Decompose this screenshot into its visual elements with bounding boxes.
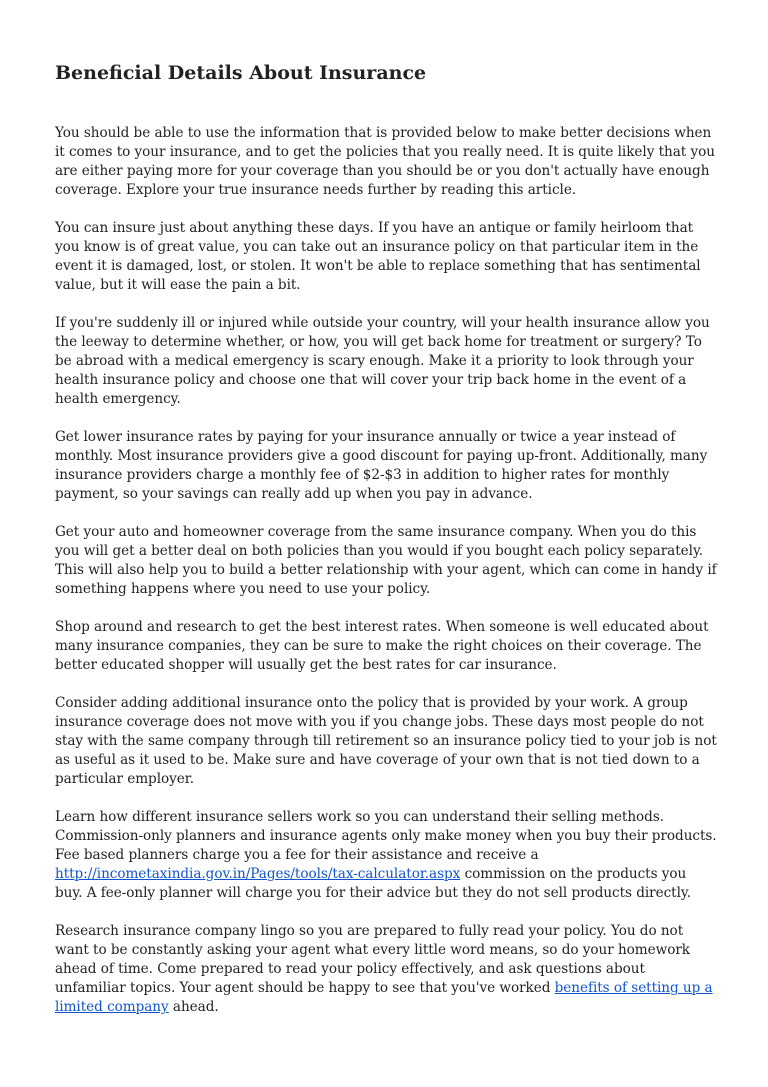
paragraph-5: Get your auto and homeowner coverage from the same insurance company. When you do this you will get a better deal on both policies than you would if you bought each policy separately. This will also help you to build a better relationship with your agent, which can come in handy if something happens where you need to use your policy. [55, 524, 717, 597]
tax-calculator-link[interactable]: http://incometaxindia.gov.in/Pages/tools/tax-calculator.aspx [55, 866, 461, 882]
paragraph-8-text-before: Learn how different insurance sellers work so you can understand their selling methods. Commission-only planners and insurance agents only make money when you buy their products. Fee based planners charge you a fee for their assistance and receive a [55, 809, 717, 863]
paragraph-6: Shop around and research to get the best interest rates. When someone is well educated about many insurance companies, they can be sure to make the right choices on their coverage. The better educated shopper will usually get the best rates for car insurance. [55, 619, 709, 673]
paragraph-3: If you're suddenly ill or injured while outside your country, will your health insurance allow you the leeway to determine whether, or how, you will get back home for treatment or surgery? To be abroad with a medical emergency is scary enough. Make it a priority to look through your health insurance policy and choose one that will cover your trip back home in the event of a health emergency. [55, 315, 710, 407]
document-page [55, 58, 717, 1036]
paragraph-9 [55, 922, 717, 1017]
document-title: Beneficial Details About Insurance [55, 62, 427, 84]
paragraph-7: Consider adding additional insurance onto the policy that is provided by your work. A group insurance coverage does not move with you if you change jobs. These days most people do not stay with the same company through till retirement so an insurance policy tied to your job is not as useful as it used to be. Make sure and have coverage of your own that is not tied down to a particular employer. [55, 695, 717, 787]
paragraph-9-text-before: Research insurance company lingo so you are prepared to fully read your policy. You do not want to be constantly asking your agent what every little word means, so do your homework ahead of time. Come prepared to read your policy effectively, and ask questions about unfamiliar topics. Your agent should be happy to see that you've worked [55, 923, 690, 996]
paragraph-1: You should be able to use the information that is provided below to make better decisions when it comes to your insurance, and to get the policies that you really need. It is quite likely that you are either paying more for your coverage than you should be or you don't actually have enough coverage. Explore your true insurance needs further by reading this article. [55, 125, 715, 198]
paragraph-8-text-after: commission on the products you buy. A fee-only planner will charge you for their advice but they do not sell products directly. [55, 866, 691, 901]
paragraph-8 [55, 808, 717, 903]
paragraph-2: You can insure just about anything these days. If you have an antique or family heirloom that you know is of great value, you can take out an insurance policy on that particular item in the event it is damaged, lost, or stolen. It won't be able to replace something that has sentimental value, but it will ease the pain a bit. [55, 220, 701, 293]
paragraph-4: Get lower insurance rates by paying for your insurance annually or twice a year instead of monthly. Most insurance providers give a good discount for paying up-front. Additionally, many insurance providers charge a monthly fee of $2-$3 in addition to higher rates for monthly payment, so your savings can really add up when you pay in advance. [55, 429, 708, 502]
paragraph-9-text-after: ahead. [168, 999, 219, 1015]
limited-company-link[interactable]: benefits of setting up a limited company [55, 980, 713, 1015]
